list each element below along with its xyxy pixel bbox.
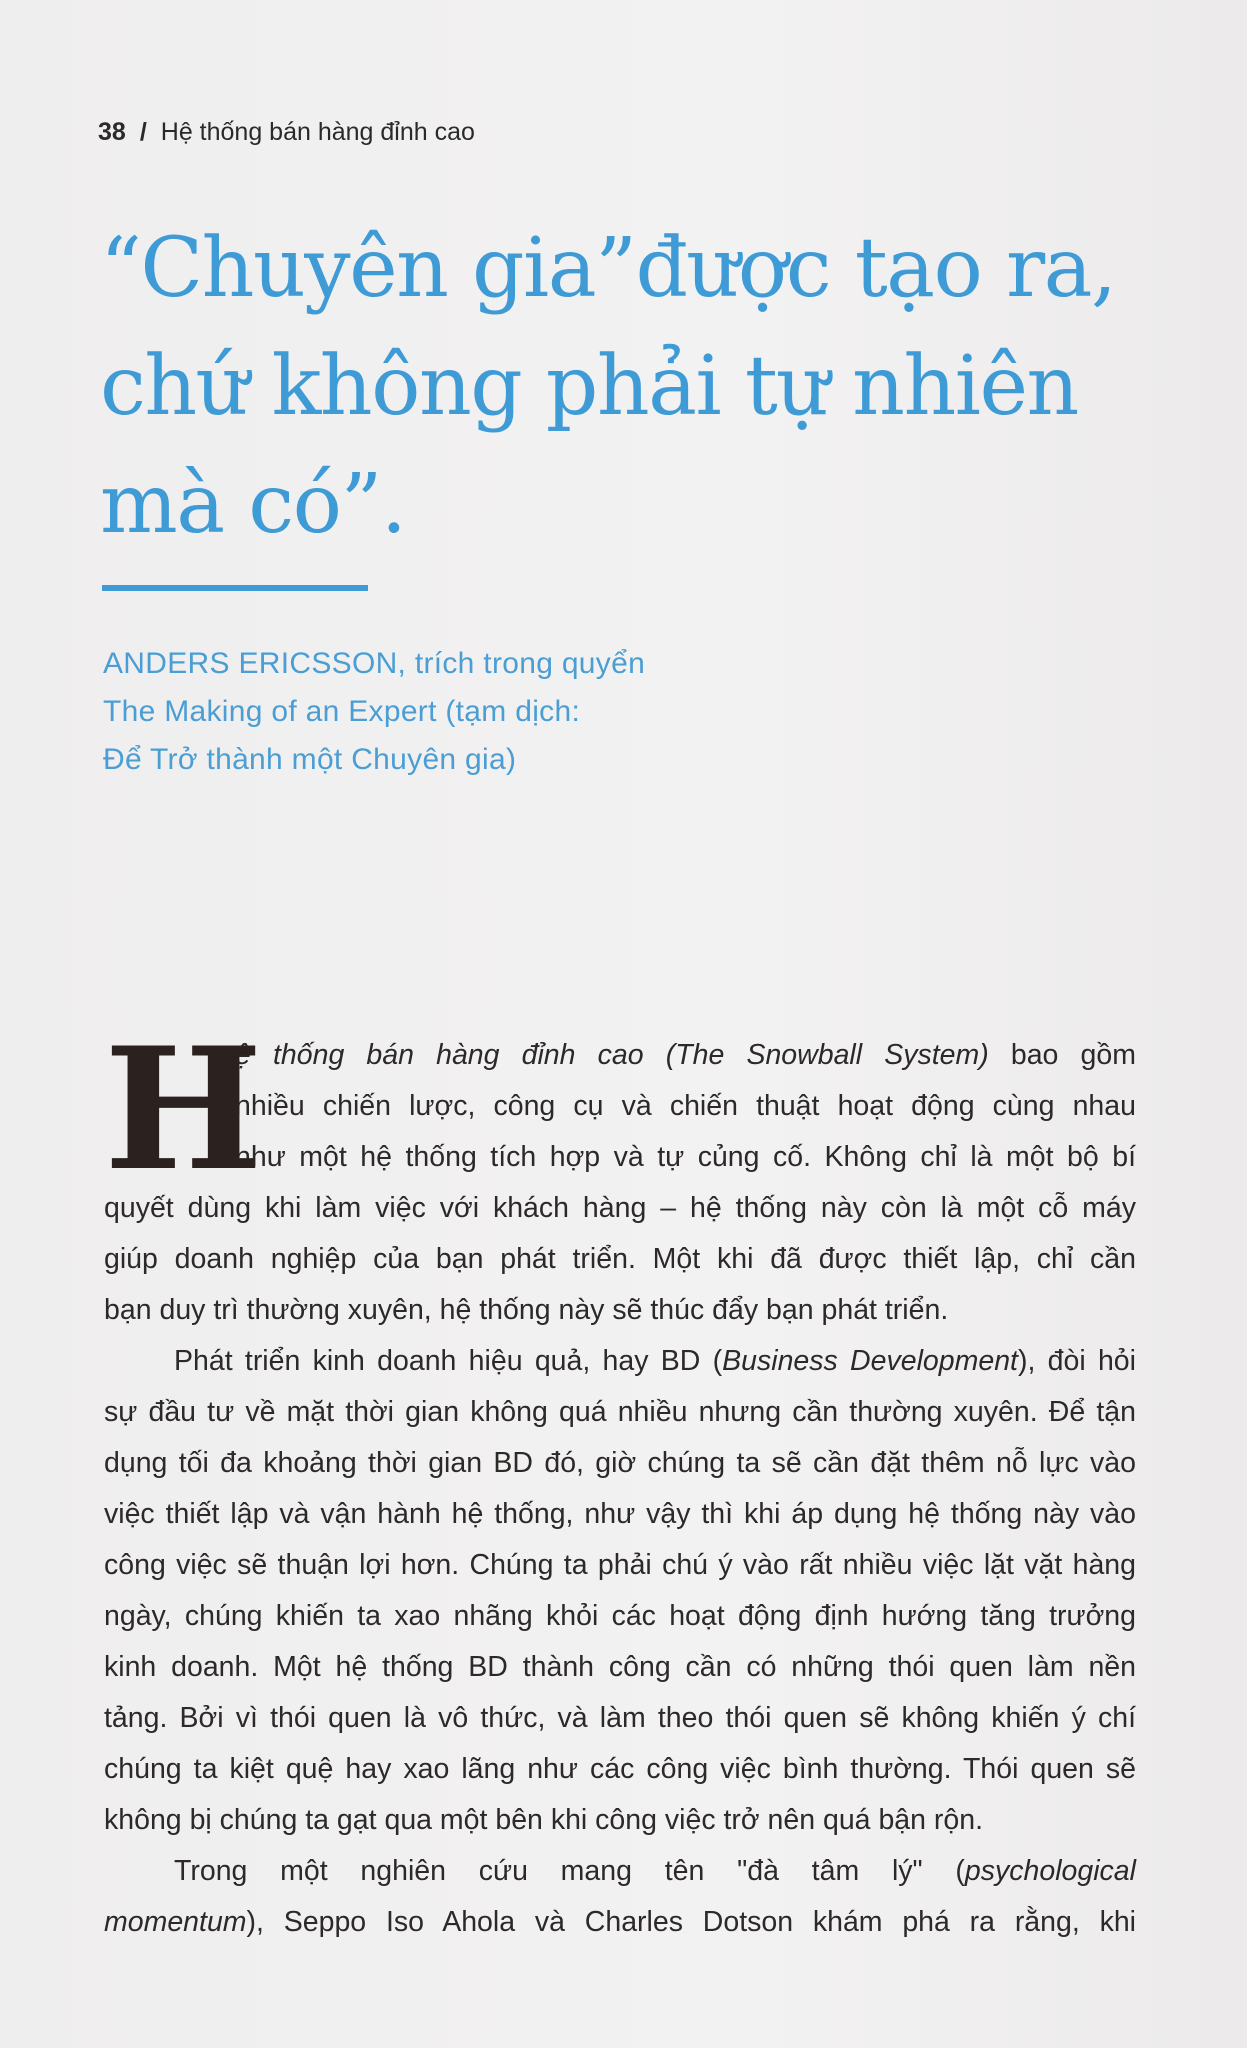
body-text bbox=[104, 1010, 1136, 1948]
text-run: Phát triển kinh doanh hiệu quả, hay BD ( bbox=[174, 1345, 723, 1377]
page-number: 38 bbox=[98, 118, 126, 146]
text-run: nhiều chiến lược, công cụ và chiến thuật hoạt động cùng nhau bbox=[235, 1090, 1136, 1122]
quote-line: chứ không phải tự nhiên bbox=[100, 339, 1078, 434]
text-run: công việc sẽ thuận lợi hơn. Chúng ta phải chú ý vào rất nhiều việc lặt vặt hàng bbox=[104, 1549, 1136, 1581]
text-line bbox=[104, 1336, 1136, 1387]
paragraph bbox=[104, 1336, 1136, 1846]
text-run: chúng ta kiệt quệ hay xao lãng như các công việc bình thường. Thói quen sẽ bbox=[104, 1753, 1136, 1785]
text-line bbox=[104, 1387, 1136, 1438]
text-run: bao gồm bbox=[988, 1039, 1136, 1071]
quote-divider bbox=[102, 585, 368, 591]
text-run: việc thiết lập và vận hành hệ thống, như vậy thì khi áp dụng hệ thống này vào bbox=[104, 1498, 1136, 1530]
text-line bbox=[104, 1489, 1136, 1540]
book-title: Hệ thống bán hàng đỉnh cao bbox=[160, 118, 475, 146]
pull-quote bbox=[100, 210, 1220, 564]
text-line bbox=[104, 1846, 1136, 1897]
text-line bbox=[104, 1642, 1136, 1693]
italic-text: ệ thống bán hàng đỉnh cao (The Snowball System) bbox=[235, 1039, 989, 1071]
italic-text: psychological bbox=[964, 1855, 1136, 1887]
text-run: ngày, chúng khiến ta xao nhãng khỏi các hoạt động định hướng tăng trưởng bbox=[104, 1600, 1136, 1632]
quote-attribution bbox=[103, 640, 645, 784]
paragraph bbox=[104, 1846, 1136, 1948]
text-line bbox=[104, 1234, 1136, 1285]
text-line bbox=[104, 1285, 1136, 1336]
attribution-line: ANDERS ERICSSON, trích trong quyển bbox=[103, 647, 646, 680]
text-line bbox=[104, 1897, 1136, 1948]
header-separator: / bbox=[139, 118, 147, 146]
attribution-line: The Making of an Expert (tạm dịch: bbox=[103, 695, 581, 728]
text-run: tảng. Bởi vì thói quen là vô thức, và làm theo thói quen sẽ không khiến ý chí bbox=[104, 1702, 1136, 1734]
quote-line: mà có”. bbox=[100, 457, 406, 552]
text-run: Trong một nghiên cứu mang tên "đà tâm lý" ( bbox=[174, 1855, 965, 1887]
text-run: quyết dùng khi làm việc với khách hàng – hệ thống này còn là một cỗ máy bbox=[104, 1192, 1136, 1224]
text-run: kinh doanh. Một hệ thống BD thành công cần có những thói quen làm nền bbox=[104, 1651, 1136, 1683]
text-line bbox=[104, 1591, 1136, 1642]
text-line bbox=[104, 1795, 1136, 1846]
text-run: giúp doanh nghiệp của bạn phát triển. Một khi đã được thiết lập, chỉ cần bbox=[104, 1243, 1136, 1275]
text-line bbox=[104, 1540, 1136, 1591]
text-run: dụng tối đa khoảng thời gian BD đó, giờ chúng ta sẽ cần đặt thêm nỗ lực vào bbox=[104, 1447, 1136, 1479]
text-run: ), đòi hỏi bbox=[1017, 1345, 1136, 1377]
text-run: như một hệ thống tích hợp và tự củng cố. Không chỉ là một bộ bí bbox=[235, 1141, 1136, 1173]
text-line bbox=[104, 1438, 1136, 1489]
text-run: ), Seppo Iso Ahola và Charles Dotson khám phá ra rằng, khi bbox=[246, 1906, 1136, 1938]
running-header bbox=[98, 118, 475, 147]
text-run: bạn duy trì thường xuyên, hệ thống này sẽ thúc đẩy bạn phát triển. bbox=[104, 1294, 949, 1326]
italic-text: momentum bbox=[104, 1906, 247, 1938]
text-run: sự đầu tư về mặt thời gian không quá nhiều nhưng cần thường xuyên. Để tận bbox=[104, 1396, 1136, 1428]
text-line bbox=[104, 1693, 1136, 1744]
attribution-line: Để Trở thành một Chuyên gia) bbox=[103, 743, 517, 776]
quote-line: “Chuyên gia”được tạo ra, bbox=[100, 221, 1116, 316]
drop-cap: H bbox=[104, 1010, 263, 1208]
italic-text: Business Development bbox=[722, 1345, 1018, 1377]
text-line bbox=[104, 1744, 1136, 1795]
text-run: không bị chúng ta gạt qua một bên khi công việc trở nên quá bận rộn. bbox=[104, 1804, 984, 1836]
